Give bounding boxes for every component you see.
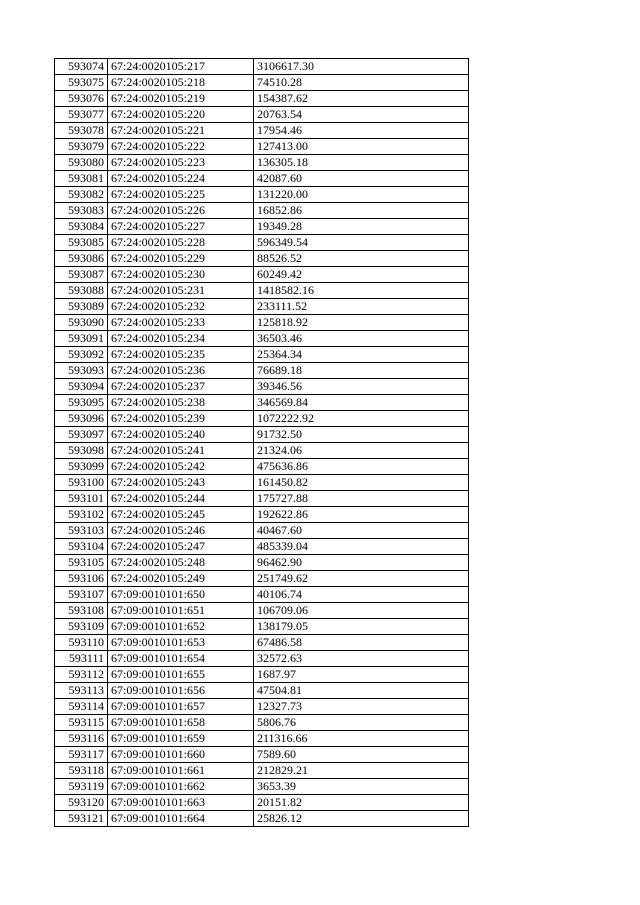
- cadastral-number-cell: 67:09:0010101:651: [108, 603, 254, 619]
- cadastral-number-cell: 67:24:0020105:225: [108, 187, 254, 203]
- amount-cell: 36503.46: [254, 331, 469, 347]
- row-id-cell: 593100: [55, 475, 108, 491]
- table-row: [55, 603, 469, 619]
- row-id-cell: 593119: [55, 779, 108, 795]
- amount-cell: 251749.62: [254, 571, 469, 587]
- amount-cell: 7589.60: [254, 747, 469, 763]
- table-row: [55, 171, 469, 187]
- cadastral-number-cell: 67:24:0020105:239: [108, 411, 254, 427]
- table-row: [55, 523, 469, 539]
- row-id-cell: 593116: [55, 731, 108, 747]
- row-id-cell: 593106: [55, 571, 108, 587]
- row-id-cell: 593082: [55, 187, 108, 203]
- row-id-cell: 593103: [55, 523, 108, 539]
- row-id-cell: 593111: [55, 651, 108, 667]
- table-row: [55, 139, 469, 155]
- amount-cell: 1072222.92: [254, 411, 469, 427]
- table-row: [55, 811, 469, 827]
- table-row: [55, 91, 469, 107]
- cadastral-number-cell: 67:09:0010101:652: [108, 619, 254, 635]
- table-row: [55, 795, 469, 811]
- cadastral-number-cell: 67:24:0020105:236: [108, 363, 254, 379]
- cadastral-number-cell: 67:24:0020105:228: [108, 235, 254, 251]
- amount-cell: 76689.18: [254, 363, 469, 379]
- row-id-cell: 593099: [55, 459, 108, 475]
- cadastral-number-cell: 67:24:0020105:222: [108, 139, 254, 155]
- amount-cell: 3653.39: [254, 779, 469, 795]
- amount-cell: 20151.82: [254, 795, 469, 811]
- cadastral-number-cell: 67:24:0020105:217: [108, 59, 254, 75]
- row-id-cell: 593117: [55, 747, 108, 763]
- cadastral-number-cell: 67:24:0020105:233: [108, 315, 254, 331]
- row-id-cell: 593083: [55, 203, 108, 219]
- cadastral-number-cell: 67:09:0010101:657: [108, 699, 254, 715]
- table-row: [55, 75, 469, 91]
- table-body: [55, 59, 469, 827]
- cadastral-number-cell: 67:24:0020105:226: [108, 203, 254, 219]
- amount-cell: 39346.56: [254, 379, 469, 395]
- row-id-cell: 593112: [55, 667, 108, 683]
- amount-cell: 67486.58: [254, 635, 469, 651]
- cadastral-number-cell: 67:24:0020105:246: [108, 523, 254, 539]
- table-row: [55, 619, 469, 635]
- cadastral-number-cell: 67:24:0020105:221: [108, 123, 254, 139]
- table-row: [55, 251, 469, 267]
- amount-cell: 106709.06: [254, 603, 469, 619]
- row-id-cell: 593110: [55, 635, 108, 651]
- row-id-cell: 593077: [55, 107, 108, 123]
- amount-cell: 17954.46: [254, 123, 469, 139]
- cadastral-number-cell: 67:09:0010101:663: [108, 795, 254, 811]
- cadastral-number-cell: 67:09:0010101:650: [108, 587, 254, 603]
- amount-cell: 154387.62: [254, 91, 469, 107]
- table-row: [55, 283, 469, 299]
- row-id-cell: 593113: [55, 683, 108, 699]
- table-row: [55, 427, 469, 443]
- cadastral-number-cell: 67:24:0020105:231: [108, 283, 254, 299]
- cadastral-number-cell: 67:09:0010101:661: [108, 763, 254, 779]
- amount-cell: 25826.12: [254, 811, 469, 827]
- amount-cell: 40467.60: [254, 523, 469, 539]
- table-row: [55, 123, 469, 139]
- row-id-cell: 593102: [55, 507, 108, 523]
- row-id-cell: 593089: [55, 299, 108, 315]
- row-id-cell: 593115: [55, 715, 108, 731]
- amount-cell: 91732.50: [254, 427, 469, 443]
- cadastral-number-cell: 67:24:0020105:238: [108, 395, 254, 411]
- row-id-cell: 593086: [55, 251, 108, 267]
- amount-cell: 40106.74: [254, 587, 469, 603]
- table-row: [55, 539, 469, 555]
- cadastral-number-cell: 67:09:0010101:655: [108, 667, 254, 683]
- cadastral-number-cell: 67:24:0020105:237: [108, 379, 254, 395]
- cadastral-number-cell: 67:09:0010101:653: [108, 635, 254, 651]
- amount-cell: 475636.86: [254, 459, 469, 475]
- cadastral-number-cell: 67:24:0020105:243: [108, 475, 254, 491]
- row-id-cell: 593092: [55, 347, 108, 363]
- table-row: [55, 475, 469, 491]
- cadastral-number-cell: 67:24:0020105:241: [108, 443, 254, 459]
- amount-cell: 138179.05: [254, 619, 469, 635]
- table-row: [55, 587, 469, 603]
- row-id-cell: 593107: [55, 587, 108, 603]
- amount-cell: 5806.76: [254, 715, 469, 731]
- table-row: [55, 779, 469, 795]
- amount-cell: 485339.04: [254, 539, 469, 555]
- table-row: [55, 715, 469, 731]
- table-row: [55, 155, 469, 171]
- table-row: [55, 443, 469, 459]
- row-id-cell: 593093: [55, 363, 108, 379]
- row-id-cell: 593109: [55, 619, 108, 635]
- cadastral-number-cell: 67:24:0020105:242: [108, 459, 254, 475]
- row-id-cell: 593076: [55, 91, 108, 107]
- amount-cell: 60249.42: [254, 267, 469, 283]
- table-row: [55, 763, 469, 779]
- amount-cell: 42087.60: [254, 171, 469, 187]
- table-row: [55, 699, 469, 715]
- amount-cell: 16852.86: [254, 203, 469, 219]
- cadastral-number-cell: 67:24:0020105:249: [108, 571, 254, 587]
- row-id-cell: 593080: [55, 155, 108, 171]
- row-id-cell: 593088: [55, 283, 108, 299]
- data-table: [54, 58, 469, 827]
- table-row: [55, 203, 469, 219]
- amount-cell: 32572.63: [254, 651, 469, 667]
- table-row: [55, 187, 469, 203]
- table-row: [55, 235, 469, 251]
- amount-cell: 3106617.30: [254, 59, 469, 75]
- amount-cell: 127413.00: [254, 139, 469, 155]
- amount-cell: 20763.54: [254, 107, 469, 123]
- cadastral-number-cell: 67:24:0020105:229: [108, 251, 254, 267]
- table-row: [55, 635, 469, 651]
- row-id-cell: 593075: [55, 75, 108, 91]
- row-id-cell: 593104: [55, 539, 108, 555]
- amount-cell: 125818.92: [254, 315, 469, 331]
- amount-cell: 25364.34: [254, 347, 469, 363]
- table-row: [55, 731, 469, 747]
- cadastral-number-cell: 67:24:0020105:240: [108, 427, 254, 443]
- amount-cell: 161450.82: [254, 475, 469, 491]
- table-row: [55, 59, 469, 75]
- row-id-cell: 593108: [55, 603, 108, 619]
- row-id-cell: 593087: [55, 267, 108, 283]
- cadastral-number-cell: 67:09:0010101:664: [108, 811, 254, 827]
- row-id-cell: 593085: [55, 235, 108, 251]
- amount-cell: 96462.90: [254, 555, 469, 571]
- cadastral-number-cell: 67:09:0010101:656: [108, 683, 254, 699]
- amount-cell: 233111.52: [254, 299, 469, 315]
- amount-cell: 1687.97: [254, 667, 469, 683]
- amount-cell: 596349.54: [254, 235, 469, 251]
- table-row: [55, 379, 469, 395]
- row-id-cell: 593081: [55, 171, 108, 187]
- row-id-cell: 593097: [55, 427, 108, 443]
- amount-cell: 211316.66: [254, 731, 469, 747]
- cadastral-number-cell: 67:09:0010101:662: [108, 779, 254, 795]
- table-row: [55, 347, 469, 363]
- amount-cell: 19349.28: [254, 219, 469, 235]
- amount-cell: 192622.86: [254, 507, 469, 523]
- cadastral-number-cell: 67:24:0020105:223: [108, 155, 254, 171]
- cadastral-number-cell: 67:09:0010101:658: [108, 715, 254, 731]
- cadastral-number-cell: 67:24:0020105:245: [108, 507, 254, 523]
- table-row: [55, 507, 469, 523]
- amount-cell: 21324.06: [254, 443, 469, 459]
- cadastral-number-cell: 67:24:0020105:224: [108, 171, 254, 187]
- table-row: [55, 651, 469, 667]
- cadastral-number-cell: 67:24:0020105:247: [108, 539, 254, 555]
- cadastral-number-cell: 67:24:0020105:218: [108, 75, 254, 91]
- cadastral-number-cell: 67:24:0020105:244: [108, 491, 254, 507]
- cadastral-number-cell: 67:24:0020105:235: [108, 347, 254, 363]
- cadastral-number-cell: 67:09:0010101:659: [108, 731, 254, 747]
- row-id-cell: 593091: [55, 331, 108, 347]
- table-row: [55, 667, 469, 683]
- table-row: [55, 267, 469, 283]
- table-row: [55, 331, 469, 347]
- table-row: [55, 315, 469, 331]
- row-id-cell: 593120: [55, 795, 108, 811]
- table-row: [55, 299, 469, 315]
- row-id-cell: 593078: [55, 123, 108, 139]
- amount-cell: 212829.21: [254, 763, 469, 779]
- cadastral-number-cell: 67:24:0020105:234: [108, 331, 254, 347]
- row-id-cell: 593084: [55, 219, 108, 235]
- row-id-cell: 593114: [55, 699, 108, 715]
- amount-cell: 175727.88: [254, 491, 469, 507]
- table-row: [55, 219, 469, 235]
- amount-cell: 88526.52: [254, 251, 469, 267]
- amount-cell: 74510.28: [254, 75, 469, 91]
- row-id-cell: 593095: [55, 395, 108, 411]
- cadastral-number-cell: 67:09:0010101:654: [108, 651, 254, 667]
- table-row: [55, 571, 469, 587]
- table-row: [55, 555, 469, 571]
- row-id-cell: 593121: [55, 811, 108, 827]
- table-row: [55, 491, 469, 507]
- row-id-cell: 593074: [55, 59, 108, 75]
- cadastral-number-cell: 67:24:0020105:220: [108, 107, 254, 123]
- row-id-cell: 593079: [55, 139, 108, 155]
- table-row: [55, 107, 469, 123]
- row-id-cell: 593118: [55, 763, 108, 779]
- cadastral-number-cell: 67:24:0020105:230: [108, 267, 254, 283]
- table-row: [55, 459, 469, 475]
- amount-cell: 346569.84: [254, 395, 469, 411]
- amount-cell: 12327.73: [254, 699, 469, 715]
- table-row: [55, 363, 469, 379]
- cadastral-number-cell: 67:24:0020105:219: [108, 91, 254, 107]
- cadastral-number-cell: 67:24:0020105:248: [108, 555, 254, 571]
- table-row: [55, 683, 469, 699]
- row-id-cell: 593098: [55, 443, 108, 459]
- amount-cell: 1418582.16: [254, 283, 469, 299]
- cadastral-number-cell: 67:24:0020105:227: [108, 219, 254, 235]
- row-id-cell: 593101: [55, 491, 108, 507]
- amount-cell: 131220.00: [254, 187, 469, 203]
- table-row: [55, 395, 469, 411]
- row-id-cell: 593096: [55, 411, 108, 427]
- cadastral-number-cell: 67:24:0020105:232: [108, 299, 254, 315]
- row-id-cell: 593090: [55, 315, 108, 331]
- table-row: [55, 747, 469, 763]
- row-id-cell: 593105: [55, 555, 108, 571]
- cadastral-number-cell: 67:09:0010101:660: [108, 747, 254, 763]
- amount-cell: 47504.81: [254, 683, 469, 699]
- amount-cell: 136305.18: [254, 155, 469, 171]
- row-id-cell: 593094: [55, 379, 108, 395]
- table-row: [55, 411, 469, 427]
